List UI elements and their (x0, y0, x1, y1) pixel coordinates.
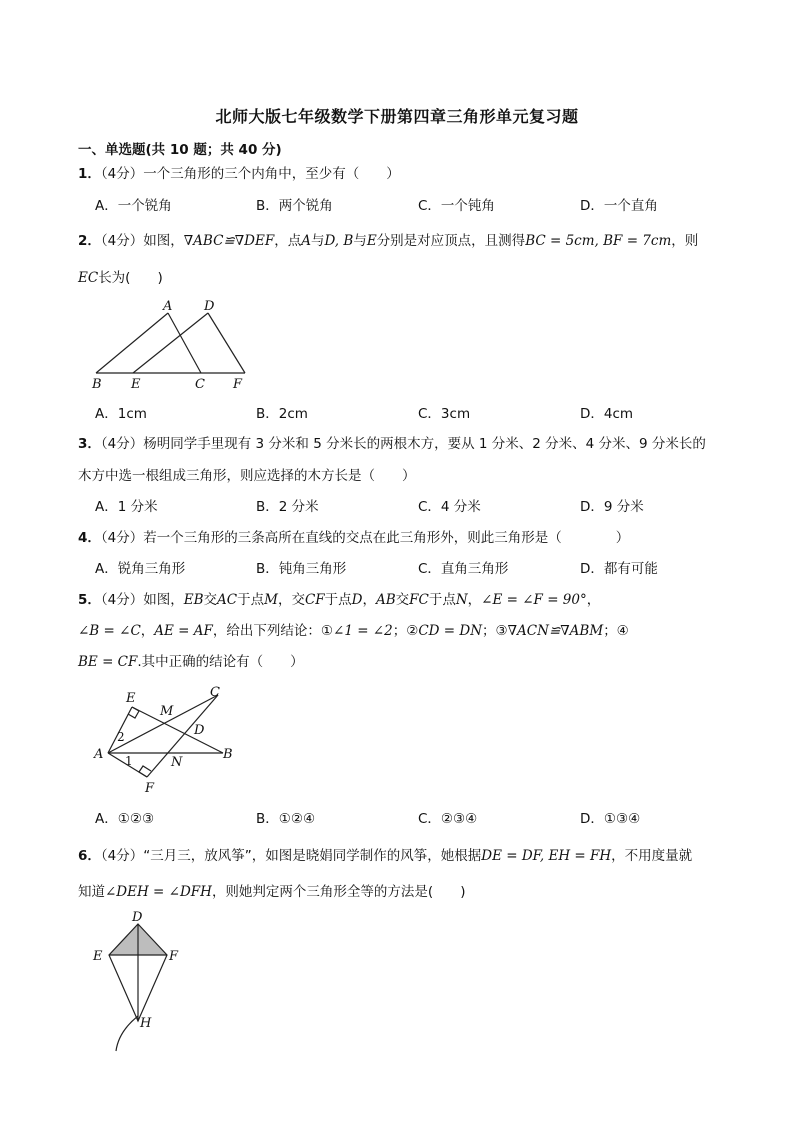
math-expression: ∇ACN≌∇ABM (507, 623, 604, 639)
option-a[interactable]: A．①②③ (95, 811, 155, 827)
math-expression: M (264, 592, 278, 608)
question-text: 于点 (324, 592, 352, 608)
option-c[interactable]: C．直角三角形 (418, 561, 509, 577)
option-c[interactable]: C．②③④ (418, 811, 478, 827)
label-f: F (233, 377, 243, 392)
question-text: ，则 (671, 233, 699, 249)
math-expression: DE = DF, EH = FH (481, 848, 612, 864)
math-expression: EB (183, 592, 204, 608)
math-expression: AB (375, 592, 396, 608)
question-score: （4分） (100, 166, 144, 182)
math-expression: D (351, 592, 363, 608)
kite-string (116, 1016, 138, 1051)
math-expression: ∇ABC≌∇DEF (183, 233, 275, 249)
question-number: 6． (78, 848, 101, 864)
math-expression: E (366, 233, 377, 249)
question-5-stem-line2 (78, 621, 629, 641)
math-expression: ∠1 = ∠2 (333, 623, 393, 639)
question-2-stem (78, 231, 698, 251)
question-number: 1． (78, 166, 101, 182)
question-text: 杨明同学手里现有 3 分米和 5 分米长的两根木方，要从 1 分米、2 分米、4 分米、9 分米长的 (143, 436, 706, 452)
label-h: H (140, 1016, 152, 1031)
label-f: F (169, 949, 179, 964)
option-c[interactable]: C．一个钝角 (418, 198, 495, 214)
math-expression: N (455, 592, 468, 608)
question-text: 一个三角形的三个内角中，至少有（ ） (143, 166, 400, 182)
question-text: 长为( ) (98, 270, 163, 286)
question-text: ，给出下列结论：① (212, 623, 334, 639)
math-expression: A (301, 233, 311, 249)
option-b[interactable]: B．两个锐角 (256, 198, 333, 214)
question-text: ， (467, 592, 482, 608)
option-b[interactable]: B．钝角三角形 (256, 561, 347, 577)
question-text: 如图， (143, 592, 184, 608)
question-score: （4分） (100, 530, 144, 546)
option-a[interactable]: A．一个锐角 (95, 198, 172, 214)
question-6-kite-figure (88, 906, 198, 1056)
question-text: 如图， (143, 233, 184, 249)
question-text: ， (140, 623, 155, 639)
question-text: 若一个三角形的三条高所在直线的交点在此三角形外，则此三角形是（ ） (143, 530, 630, 546)
option-c[interactable]: C．4 分米 (418, 499, 481, 515)
question-score: （4分） (100, 592, 144, 608)
option-a[interactable]: A．1cm (95, 406, 147, 422)
question-score: （4分） (100, 233, 144, 249)
math-expression: EC (78, 270, 99, 286)
question-text: 交 (203, 592, 218, 608)
question-text: ，交 (277, 592, 305, 608)
label-e: E (93, 949, 103, 964)
option-d[interactable]: D．4cm (580, 406, 634, 422)
question-text: ，则她判定两个三角形全等的方法是( ) (211, 884, 466, 900)
option-c[interactable]: C．3cm (418, 406, 471, 422)
question-5-stem-line3 (78, 652, 304, 672)
math-expression: BC = 5cm, BF = 7cm (525, 233, 672, 249)
line-ba (96, 313, 168, 373)
question-text: .其中正确的结论有（ ） (137, 654, 304, 670)
question-6-stem-line2 (78, 882, 465, 902)
option-b[interactable]: B．2cm (256, 406, 308, 422)
question-number: 2． (78, 233, 101, 249)
label-a: A (94, 747, 104, 762)
question-2-stem-line2 (78, 268, 163, 288)
line-df (208, 313, 245, 373)
page-title: 北师大版七年级数学下册第四章三角形单元复习题 (215, 107, 579, 126)
math-expression: ∠B = ∠C (78, 623, 141, 639)
label-d: D (194, 723, 205, 738)
question-number: 3． (78, 436, 101, 452)
question-text: ，不用度量就 (611, 848, 693, 864)
question-5-stem (78, 590, 600, 610)
question-text: 于点 (237, 592, 265, 608)
label-d: D (132, 910, 143, 925)
question-text: “三月三，放风筝”，如图是晓娟同学制作的风筝，她根据 (143, 848, 482, 864)
math-expression: BE = CF (78, 654, 138, 670)
angle-label-2: 2 (117, 730, 125, 744)
question-number: 5． (78, 592, 101, 608)
option-d[interactable]: D．①③④ (580, 811, 641, 827)
option-d[interactable]: D．都有可能 (580, 561, 658, 577)
question-3-stem-line2: 木方中选一根组成三角形，则应选择的木方长是（ ） (78, 468, 416, 484)
question-text: 交 (395, 592, 410, 608)
question-text: ；④ (603, 623, 629, 639)
option-b[interactable]: B．①②④ (256, 811, 316, 827)
angle-label-1: 1 (125, 754, 133, 768)
option-d[interactable]: D．一个直角 (580, 198, 658, 214)
math-expression: AC (217, 592, 238, 608)
label-e: E (126, 691, 136, 706)
section-heading: 一、单选题(共 10 题；共 40 分) (78, 142, 282, 158)
math-expression: FC (409, 592, 429, 608)
question-2-figure (88, 296, 258, 392)
question-6-stem (78, 846, 692, 866)
question-text: 分别是对应顶点，且测得 (376, 233, 526, 249)
math-expression: ∠DEH = ∠DFH (105, 884, 212, 900)
label-m: M (160, 704, 174, 719)
option-b[interactable]: B．2 分米 (256, 499, 319, 515)
question-score: （4分） (100, 436, 144, 452)
line-ed (133, 313, 208, 373)
option-d[interactable]: D．9 分米 (580, 499, 644, 515)
math-expression: CF (304, 592, 325, 608)
question-text: ， (362, 592, 376, 608)
label-a: A (163, 299, 173, 314)
question-text: 与 (310, 233, 325, 249)
label-e: E (131, 377, 141, 392)
question-text: ；③ (482, 623, 508, 639)
question-text: 知道 (78, 884, 105, 900)
math-expression: D, B (324, 233, 354, 249)
question-4-stem (78, 528, 629, 548)
question-text: ， (586, 592, 601, 608)
question-text: 于点 (428, 592, 456, 608)
label-d: D (204, 299, 215, 314)
label-c: C (195, 377, 205, 392)
question-5-figure (90, 680, 240, 800)
line-eb (132, 707, 223, 753)
question-3-stem (78, 434, 706, 454)
question-1-stem (78, 164, 400, 184)
label-c: C (210, 685, 220, 700)
label-b: B (223, 747, 233, 762)
math-expression: CD = DN (418, 623, 483, 639)
line-cf (147, 695, 218, 777)
question-text: 与 (353, 233, 367, 249)
math-expression: ∠E = ∠F = 90° (481, 592, 587, 608)
option-a[interactable]: A．1 分米 (95, 499, 158, 515)
question-text: ，点 (274, 233, 302, 249)
math-expression: AE = AF (154, 623, 213, 639)
question-score: （4分） (100, 848, 144, 864)
label-b: B (92, 377, 102, 392)
option-a[interactable]: A．锐角三角形 (95, 561, 186, 577)
label-f: F (145, 781, 155, 796)
question-text: ；② (392, 623, 419, 639)
label-n: N (171, 755, 183, 770)
question-number: 4． (78, 530, 101, 546)
